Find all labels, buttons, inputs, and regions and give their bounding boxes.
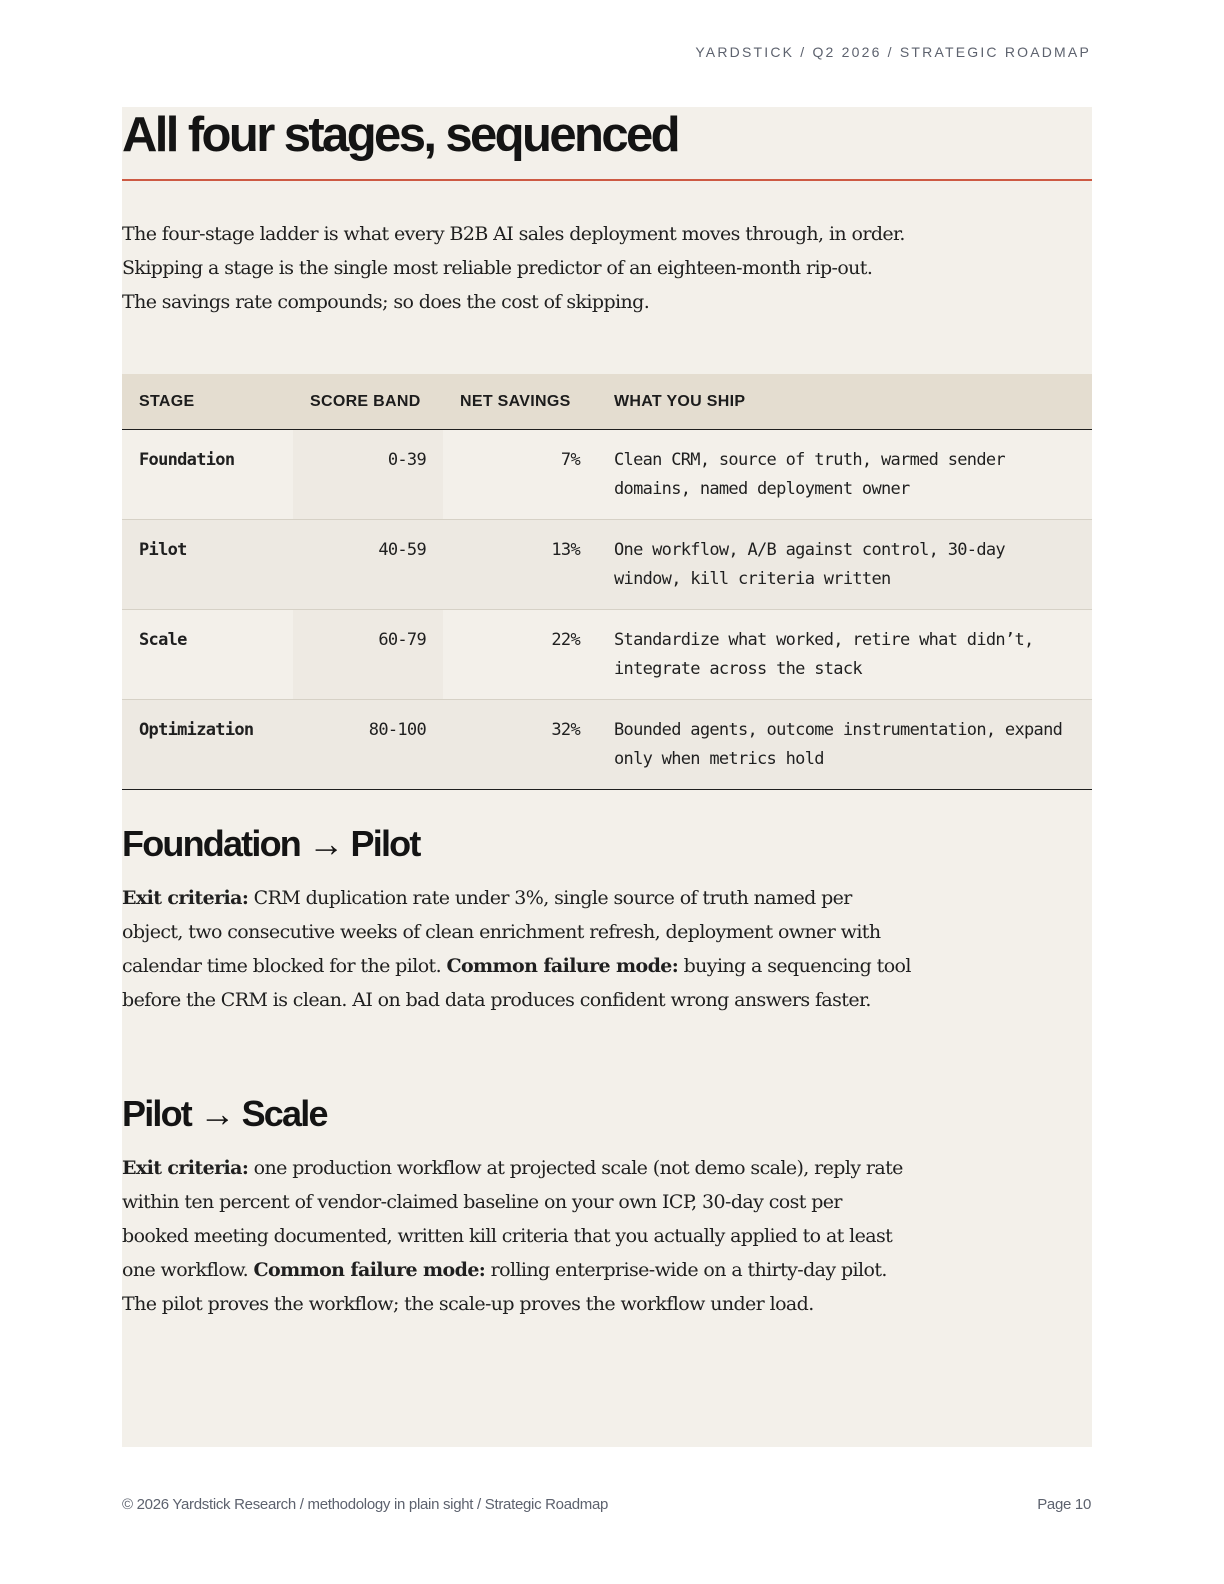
- score-band-cell: 60-79: [293, 610, 443, 700]
- col-header-what-you-ship: WHAT YOU SHIP: [597, 374, 1092, 430]
- stages-table: [122, 374, 1092, 790]
- page-title: All four stages, sequenced: [122, 108, 678, 162]
- net-savings-cell: 32%: [443, 700, 597, 790]
- exit-criteria-label: Exit criteria:: [122, 887, 249, 909]
- stage-cell: Pilot: [122, 520, 293, 610]
- table-row: [122, 700, 1092, 790]
- failure-mode-label: Common failure mode:: [253, 1259, 486, 1281]
- score-band-cell: 40-59: [293, 520, 443, 610]
- section-paragraph-pilot-scale: [122, 1151, 912, 1321]
- what-you-ship-cell: Bounded agents, outcome instrumentation, expand only when metrics hold: [597, 700, 1092, 790]
- failure-mode-label: Common failure mode:: [446, 955, 679, 977]
- table-header-row: [122, 374, 1092, 430]
- table-row: [122, 520, 1092, 610]
- title-rule: [122, 179, 1092, 181]
- what-you-ship-cell: One workflow, A/B against control, 30-day window, kill criteria written: [597, 520, 1092, 610]
- intro-paragraph: The four-stage ladder is what every B2B AI sales deployment moves through, in order. Skipping a stage is the single most reliable predictor of an eighteen-month rip-out. The savings rate compounds; so does the cost of skipping.: [122, 223, 905, 313]
- what-you-ship-cell: Standardize what worked, retire what didn’t, integrate across the stack: [597, 610, 1092, 700]
- net-savings-cell: 22%: [443, 610, 597, 700]
- col-header-stage: STAGE: [122, 374, 293, 430]
- stage-cell: Scale: [122, 610, 293, 700]
- running-head: YARDSTICK / Q2 2026 / STRATEGIC ROADMAP: [695, 44, 1091, 60]
- net-savings-cell: 7%: [443, 430, 597, 520]
- section-heading-foundation-pilot: Foundation → Pilot: [122, 823, 420, 864]
- score-band-cell: 0-39: [293, 430, 443, 520]
- exit-criteria-text: CRM duplication rate under 3%, single source of truth named per object, two consecutive weeks of clean enrichment refresh, deployment owner with calendar time blocked for the pilot.: [122, 887, 881, 977]
- failure-mode-text: buying a sequencing tool before the CRM is clean. AI on bad data produces confident wrong answers faster.: [122, 955, 911, 1011]
- col-header-score-band: SCORE BAND: [293, 374, 443, 430]
- failure-mode-text: rolling enterprise-wide on a thirty-day pilot. The pilot proves the workflow; the scale-up proves the workflow under load.: [122, 1259, 887, 1315]
- table-row: [122, 430, 1092, 520]
- page-number: Page 10: [1037, 1496, 1091, 1513]
- section-heading-pilot-scale: Pilot → Scale: [122, 1093, 327, 1134]
- section-paragraph-foundation-pilot: [122, 881, 912, 1017]
- table-row: [122, 610, 1092, 700]
- stage-cell: Foundation: [122, 430, 293, 520]
- stage-cell: Optimization: [122, 700, 293, 790]
- what-you-ship-cell: Clean CRM, source of truth, warmed sender domains, named deployment owner: [597, 430, 1092, 520]
- footer-credit: © 2026 Yardstick Research / methodology in plain sight / Strategic Roadmap: [122, 1496, 609, 1513]
- exit-criteria-label: Exit criteria:: [122, 1157, 249, 1179]
- score-band-cell: 80-100: [293, 700, 443, 790]
- col-header-net-savings: NET SAVINGS: [443, 374, 597, 430]
- exit-criteria-text: one production workflow at projected scale (not demo scale), reply rate within ten percent of vendor-claimed baseline on your own ICP, 30-day cost per booked meeting documented, written kill criteria that you actually applied to at least one workflow.: [122, 1157, 903, 1281]
- content-panel: [122, 107, 1092, 1447]
- net-savings-cell: 13%: [443, 520, 597, 610]
